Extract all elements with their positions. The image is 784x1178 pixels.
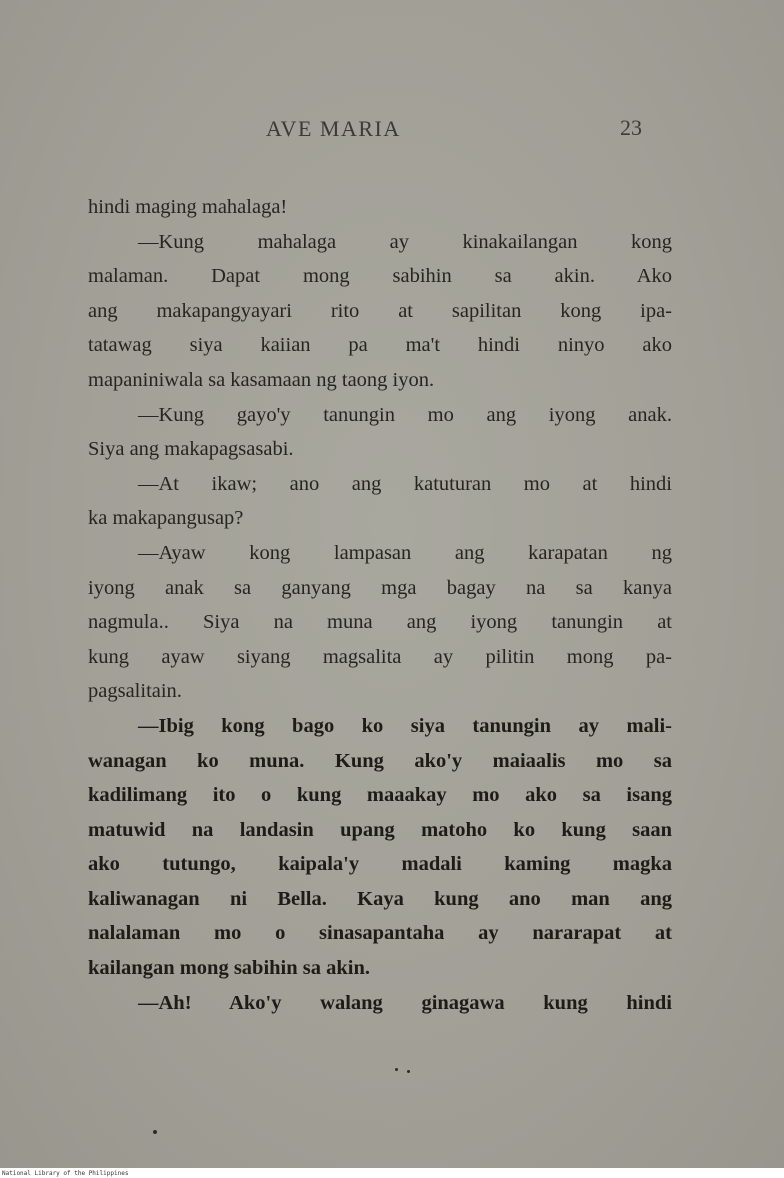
text-line: iyong anak sa ganyang mga bagay na sa kanya <box>88 576 672 599</box>
text-line: —Ayaw kong lampasan ang karapatan ng <box>138 541 672 564</box>
text-line: matuwid na landasin upang matoho ko kung saan <box>88 818 672 841</box>
text-line: tatawag siya kaiian pa ma't hindi ninyo ako <box>88 334 672 357</box>
text-line: ako tutungo, kaipala'y madali kaming magka <box>88 853 672 876</box>
text-line: —Ibig kong bago ko siya tanungin ay mali- <box>138 714 672 737</box>
text-line: —Kung mahalaga ay kinakailangan kong <box>138 230 672 253</box>
body-text <box>88 190 672 1020</box>
ink-speck <box>395 1068 398 1071</box>
text-line: mapaniniwala sa kasamaan ng taong iyon. <box>88 368 435 391</box>
text-line: ang makapangyayari rito at sapilitan kong ipa- <box>88 299 672 322</box>
ink-speck <box>153 1130 157 1134</box>
text-line: —Kung gayo'y tanungin mo ang iyong anak. <box>138 403 672 426</box>
text-line: hindi maging mahalaga! <box>88 196 288 218</box>
running-header-title: AVE MARIA <box>266 116 401 141</box>
text-line: kaliwanagan ni Bella. Kaya kung ano man ang <box>88 887 672 910</box>
text-line: kailangan mong sabihin sa akin. <box>88 957 370 980</box>
text-line: wanagan ko muna. Kung ako'y maiaalis mo sa <box>88 749 672 772</box>
text-line: malaman. Dapat mong sabihin sa akin. Ako <box>88 265 672 288</box>
text-line: kadilimang ito o kung maaakay mo ako sa isang <box>88 784 672 807</box>
text-line: ka makapangusap? <box>88 507 244 530</box>
text-line: Siya ang makapagsasabi. <box>88 438 294 461</box>
ink-speck <box>407 1070 410 1073</box>
text-line: —Ah! Ako'y walang ginagawa kung hindi <box>138 991 672 1014</box>
text-line: pagsalitain. <box>88 680 182 703</box>
text-line: —At ikaw; ano ang katuturan mo at hindi <box>138 472 672 495</box>
text-line: kung ayaw siyang magsalita ay pilitin mong pa- <box>88 645 672 668</box>
library-credit: National Library of the Philippines <box>2 1170 129 1177</box>
text-line: nalalaman mo o sinasapantaha ay nararapat at <box>88 922 672 945</box>
page-number: 23 <box>620 115 642 140</box>
text-line: nagmula.. Siya na muna ang iyong tanungin at <box>88 611 672 634</box>
